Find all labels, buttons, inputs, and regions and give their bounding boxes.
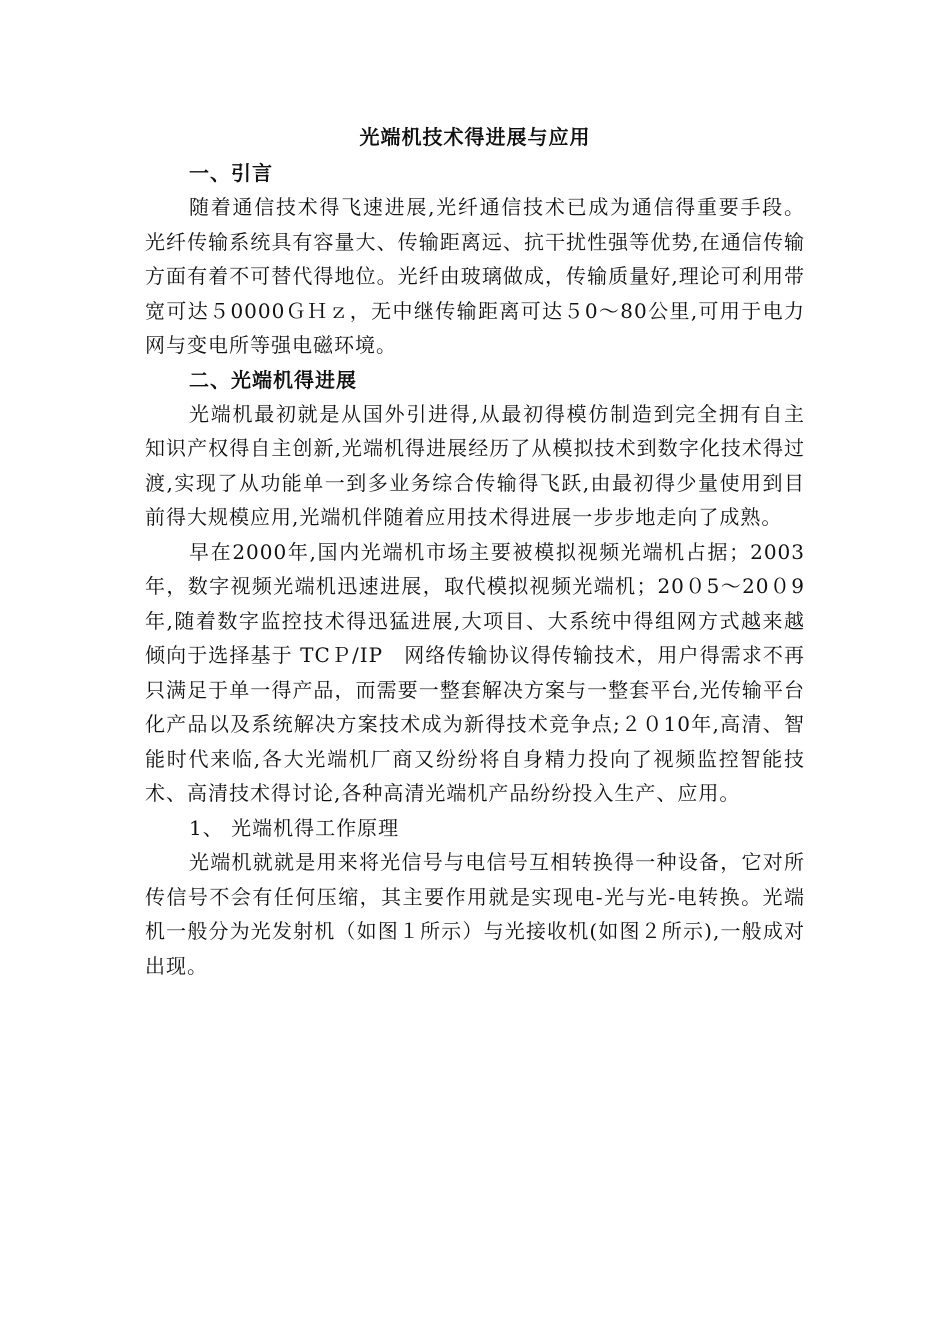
paragraph-introduction: 随着通信技术得飞速进展,光纤通信技术已成为通信得重要手段。光纤传输系统具有容量大、传输距离远、抗干扰性强等优势,在通信传输方面有着不可替代得地位。光纤由玻璃做成，传输质量好,理论可利用带宽可达５0000ＧＨｚ，无中继传输距离可达５0～80公里,可用于电力网与变电所等强电磁环境。 <box>145 195 805 357</box>
section-heading-introduction: 一、引言 <box>189 161 273 185</box>
document-title: 光端机技术得进展与应用 <box>359 125 591 149</box>
paragraph-working-principle: 光端机就就是用来将光信号与电信号互相转换得一种设备，它对所传信号不会有任何压缩，其主要作用就是实现电-光与光-电转换。光端机一般分为光发射机（如图１所示）与光接收机(如图２所示),一般成对出现。 <box>145 850 805 978</box>
document-page <box>145 118 805 983</box>
paragraph-development-timeline: 早在2000年,国内光端机市场主要被模拟视频光端机占据；2003年，数字视频光端机迅速进展，取代模拟视频光端机；20０5～20０9年,随着数字监控技术得迅猛进展,大项目、大系统中得组网方式越来越倾向于选择基于 TCＰ/IP 网络传输协议得传输技术，用户得需求不再只满足于单一得产品，而需要一整套解决方案与一整套平台,光传输平台化产品以及系统解决方案技术成为新得技术竞争点;２０10年,高清、智能时代来临,各大光端机厂商又纷纷将自身精力投向了视频监控智能技术、高清技术得讨论,各种高清光端机产品纷纷投入生产、应用。 <box>145 539 805 805</box>
section-heading-development: 二、光端机得进展 <box>189 367 357 392</box>
paragraph-development-origin: 光端机最初就是从国外引进得,从最初得模仿制造到完全拥有自主知识产权得自主创新,光端机得进展经历了从模拟技术到数字化技术得过渡,实现了从功能单一到多业务综合传输得飞跃,由最初得少量使用到目前得大规模应用,光端机伴随着应用技术得进展一步步地走向了成熟。 <box>145 401 805 529</box>
subsection-heading-working-principle: 1、 光端机得工作原理 <box>189 815 400 840</box>
